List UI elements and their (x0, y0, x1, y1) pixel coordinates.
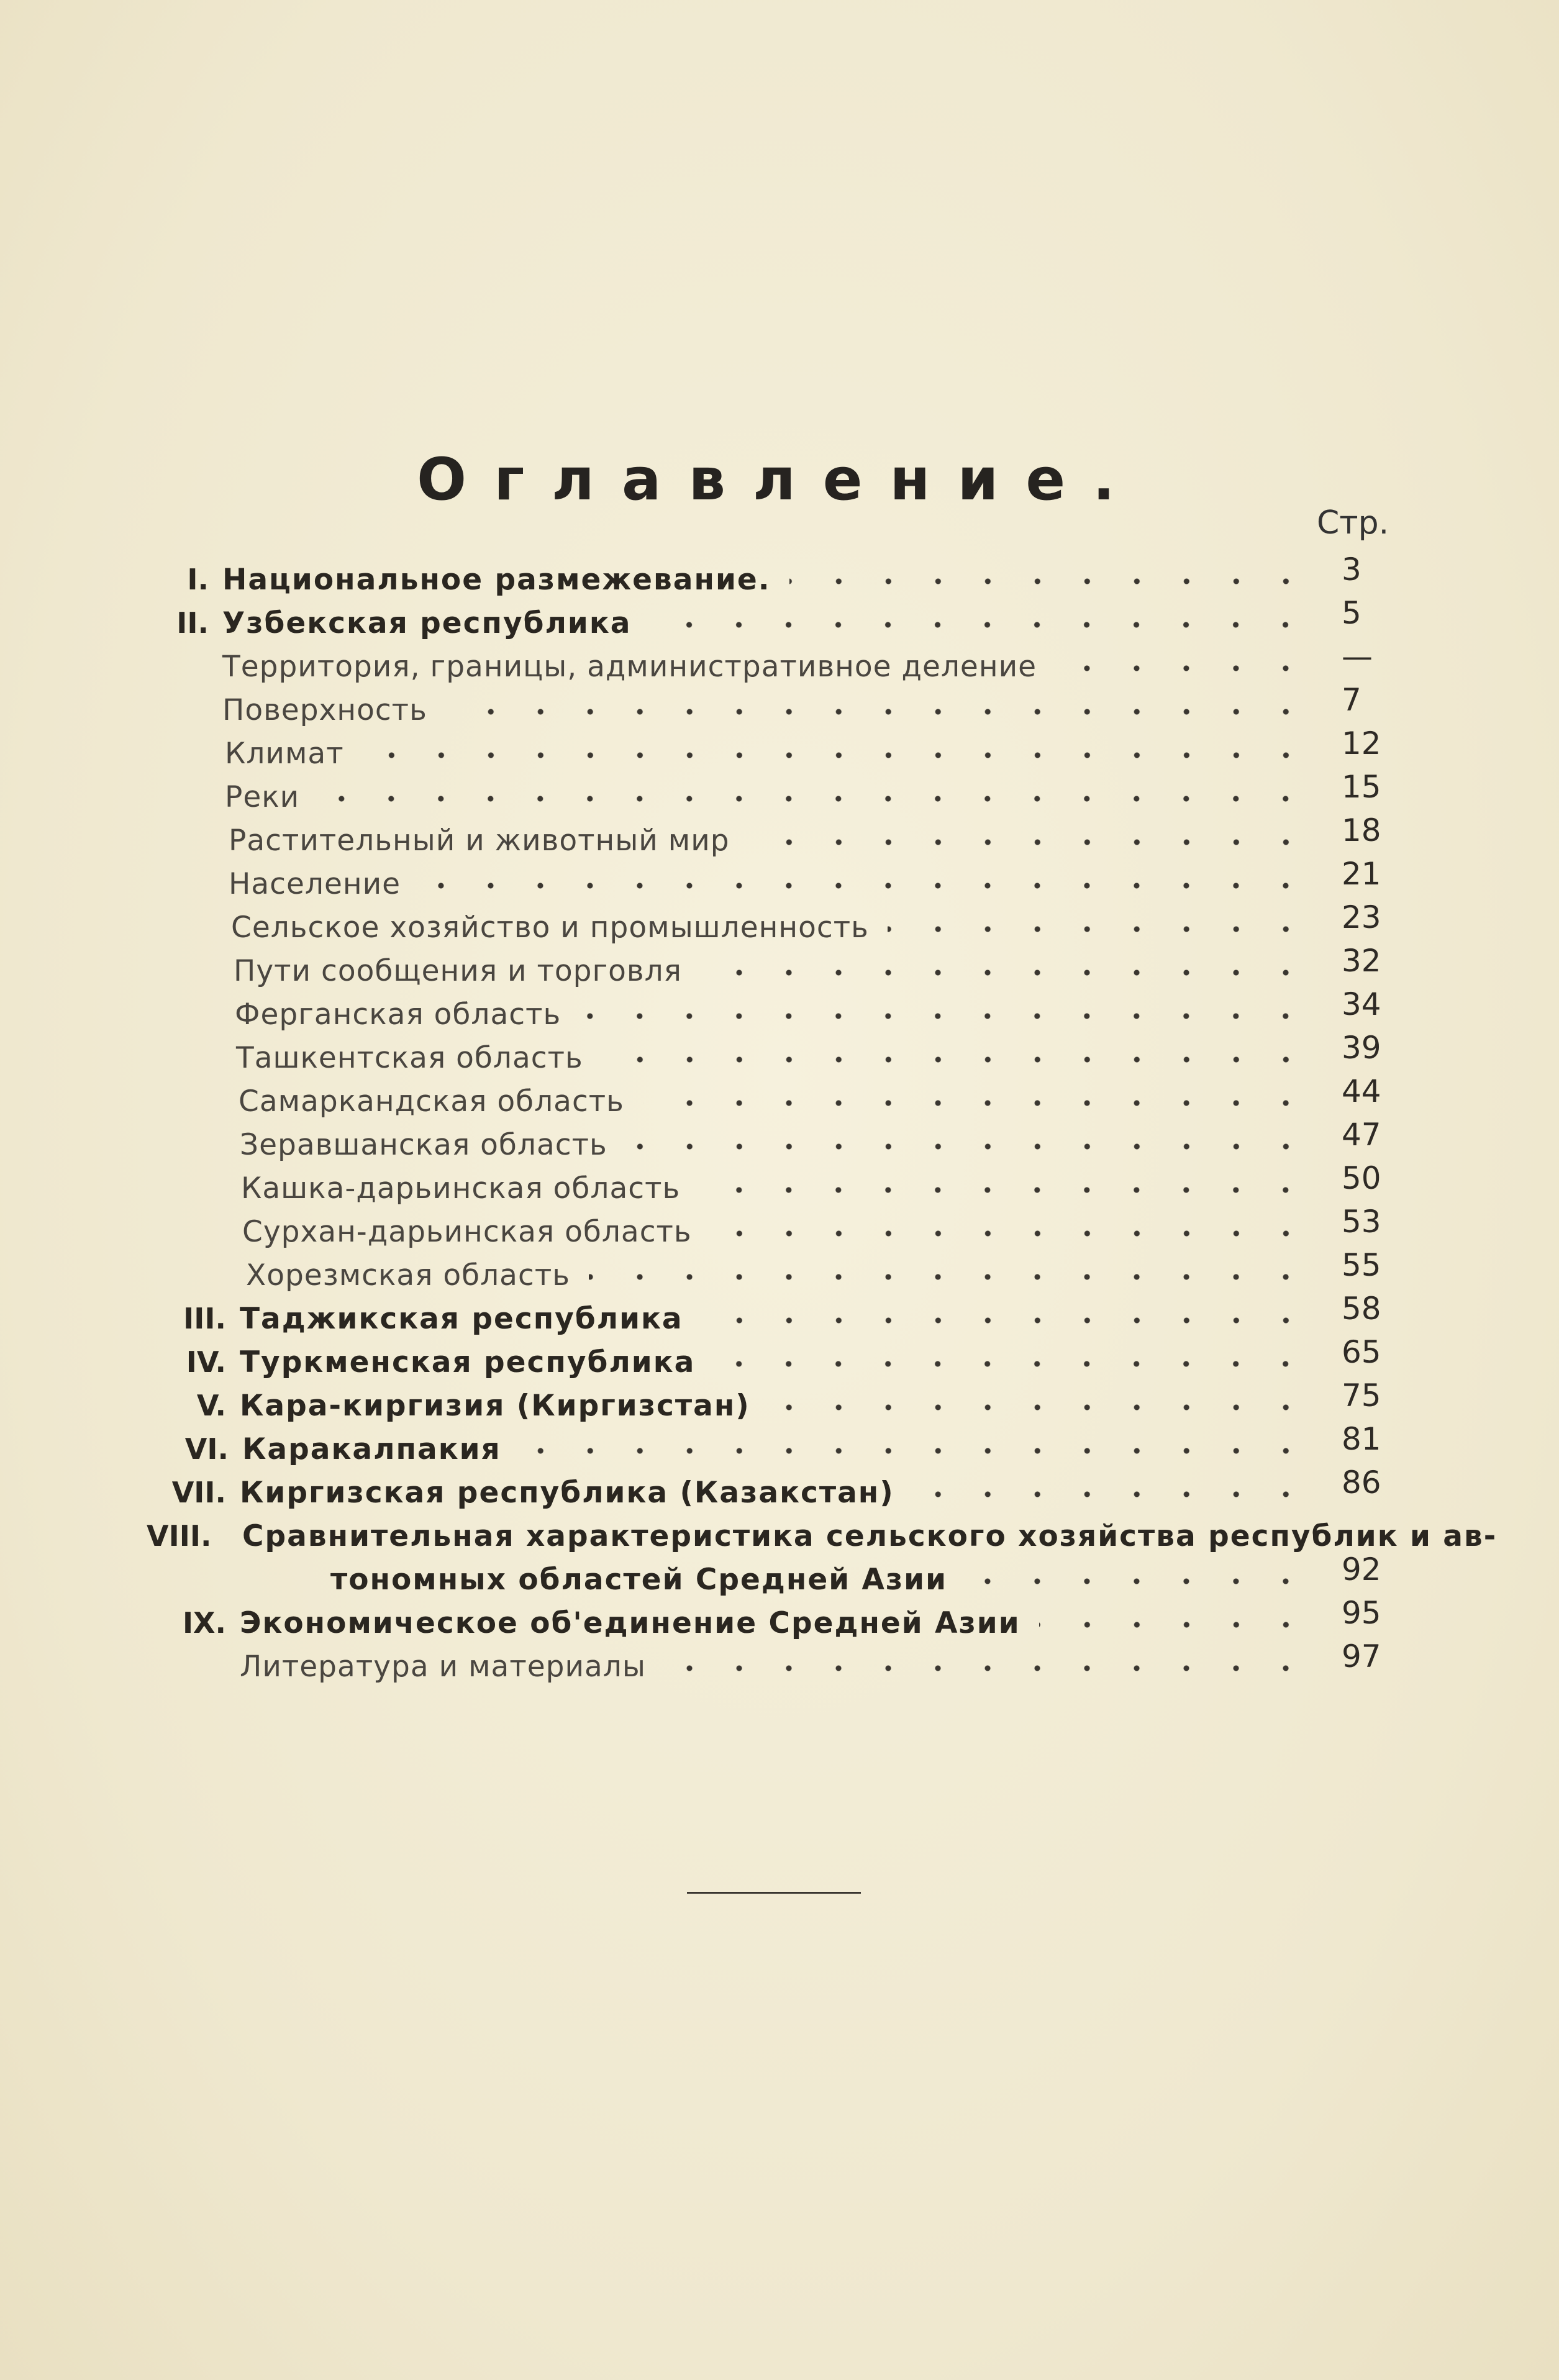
toc-entry (0, 943, 1559, 997)
toc-entry-number: I. (187, 563, 209, 596)
toc-entry-title: Экономическое об'единение Средней Азии (240, 1606, 1020, 1640)
toc-entry (0, 1073, 1559, 1128)
dot-leader (318, 786, 1311, 811)
dot-leader (580, 1004, 1311, 1029)
page-column-label: Стр. (1317, 504, 1389, 542)
toc-entry (0, 1160, 1559, 1215)
dot-leader (701, 960, 1311, 985)
dot-leader (602, 1047, 1311, 1072)
toc-entry-title: Кашка-дарьинская область (241, 1171, 681, 1206)
dot-leader (446, 699, 1311, 724)
toc-entry (0, 1291, 1559, 1345)
divider-rule (687, 1892, 861, 1894)
dot-leader (966, 1569, 1311, 1594)
dot-leader (589, 1265, 1311, 1289)
toc-entry-page: 44 (1342, 1073, 1381, 1109)
toc-entry (0, 1595, 1559, 1650)
toc-entry-page: 12 (1342, 725, 1381, 761)
toc-entry-page: 65 (1342, 1334, 1381, 1370)
toc-entry (0, 1519, 1559, 1563)
toc-entry (0, 552, 1559, 606)
toc-entry-title: Ферганская область (235, 997, 561, 1032)
toc-entry-page: 86 (1342, 1465, 1381, 1501)
toc-entry (0, 1117, 1559, 1171)
toc-entry-page: 97 (1342, 1638, 1381, 1674)
toc-entry-number: V. (196, 1389, 226, 1422)
toc-entry-title: Климат (225, 737, 344, 771)
toc-entry-number: IV. (186, 1345, 226, 1379)
toc-entry-title: Растительный и животный мир (229, 824, 730, 858)
toc-entry-title: Ташкентская область (236, 1041, 583, 1075)
toc-entry-title: Территория, границы, административное деление (222, 650, 1037, 684)
toc-entry-page: 34 (1342, 986, 1381, 1022)
toc-entry (0, 725, 1559, 780)
toc-entry (0, 1638, 1559, 1693)
toc-entry-number: VII. (171, 1476, 226, 1509)
toc-entry-title: Туркменская республика (240, 1345, 696, 1379)
dot-leader (643, 1091, 1311, 1115)
toc-entry-title: Национальное размежевание. (222, 563, 771, 597)
dot-leader (769, 1395, 1311, 1420)
toc-entry-page: 15 (1342, 769, 1381, 805)
toc-entry-title: Реки (225, 780, 300, 814)
toc-entry-title: Самаркандская область (239, 1084, 624, 1119)
toc-entry-page: 81 (1342, 1421, 1381, 1457)
dot-leader (650, 612, 1311, 637)
toc-entry-title: Пути сообщения и торговля (234, 954, 682, 988)
toc-entry-page: 47 (1342, 1117, 1381, 1153)
dot-leader (665, 1656, 1311, 1681)
dot-leader (714, 1351, 1311, 1376)
toc-entry-title: Сурхан-дарьинская область (242, 1215, 692, 1249)
toc-entry-title: Сельское хозяйство и промышленность (231, 911, 869, 945)
toc-entry-page: 23 (1342, 899, 1381, 935)
toc-entry-title: Каракалпакия (242, 1432, 501, 1466)
toc-entry-page: 3 (1342, 552, 1361, 588)
toc-entry (0, 682, 1559, 737)
toc-entry-title: Зеравшанская область (240, 1128, 607, 1162)
toc-entry-number: III. (183, 1302, 226, 1335)
toc-entry (0, 812, 1559, 867)
toc-entry (0, 595, 1559, 650)
toc-entry-title: Узбекская республика (222, 606, 632, 640)
toc-entry-title: Кара-киргизия (Киргизстан) (240, 1389, 750, 1423)
toc-entry-page: — (1342, 638, 1373, 674)
toc-entry (0, 856, 1559, 911)
toc-entry (0, 769, 1559, 824)
dot-leader (711, 1221, 1311, 1246)
toc-entry (0, 1247, 1559, 1302)
dot-leader (748, 830, 1311, 855)
toc-entry (0, 1378, 1559, 1432)
dot-leader (888, 917, 1311, 942)
toc-entry-page: 21 (1342, 856, 1381, 892)
toc-entry-number: II. (176, 606, 209, 640)
toc-entry-title: Литература и материалы (240, 1650, 646, 1684)
toc-entry-number: VIII. (147, 1519, 212, 1553)
toc-entry (0, 1204, 1559, 1258)
toc-entry-page: 5 (1342, 595, 1361, 631)
toc-entry-page: 18 (1342, 812, 1381, 848)
dot-leader (520, 1438, 1311, 1463)
toc-entry-page: 7 (1342, 682, 1361, 718)
toc-entry-page: 92 (1342, 1551, 1381, 1587)
toc-entry-page: 39 (1342, 1030, 1381, 1066)
toc-entry-page: 55 (1342, 1247, 1381, 1283)
toc-entry-page: 95 (1342, 1595, 1381, 1631)
toc-entry (0, 1334, 1559, 1389)
toc-entry-title: Поверхность (222, 693, 427, 727)
dot-leader (702, 1308, 1311, 1333)
toc-entry-number: IX. (182, 1606, 226, 1640)
dot-leader (789, 569, 1311, 594)
toc-entry-title: Таджикская республика (240, 1302, 683, 1336)
dot-leader (626, 1134, 1311, 1159)
dot-leader (1039, 1612, 1311, 1637)
toc-entry-title: Хорезмская область (246, 1258, 570, 1292)
toc-entry (0, 986, 1559, 1041)
toc-entry-title: тономных областей Средней Азии (330, 1563, 948, 1597)
toc-entry (0, 638, 1559, 693)
page-title: Оглавление. (417, 446, 1142, 514)
dot-leader (419, 873, 1311, 898)
toc-entry-number: VI. (184, 1432, 229, 1466)
toc-entry (0, 1465, 1559, 1519)
toc-entry-page: 32 (1342, 943, 1381, 979)
toc-entry-page: 53 (1342, 1204, 1381, 1240)
toc-entry-title: Население (229, 867, 401, 901)
toc-entry-title: Киргизская республика (Казакстан) (240, 1476, 894, 1510)
toc-entry-page: 50 (1342, 1160, 1381, 1196)
toc-entry (0, 1030, 1559, 1084)
toc-entry (0, 899, 1559, 954)
dot-leader (1055, 656, 1311, 681)
dot-leader (363, 743, 1311, 768)
toc-entry-title: Сравнительная характеристика сельского хозяйства республик и ав- (242, 1519, 1498, 1553)
toc-entry-page: 58 (1342, 1291, 1381, 1327)
toc-entry-page: 75 (1342, 1378, 1381, 1414)
toc-entry (0, 1421, 1559, 1476)
toc-entry (0, 1551, 1559, 1606)
dot-leader (913, 1482, 1311, 1507)
dot-leader (699, 1178, 1311, 1202)
